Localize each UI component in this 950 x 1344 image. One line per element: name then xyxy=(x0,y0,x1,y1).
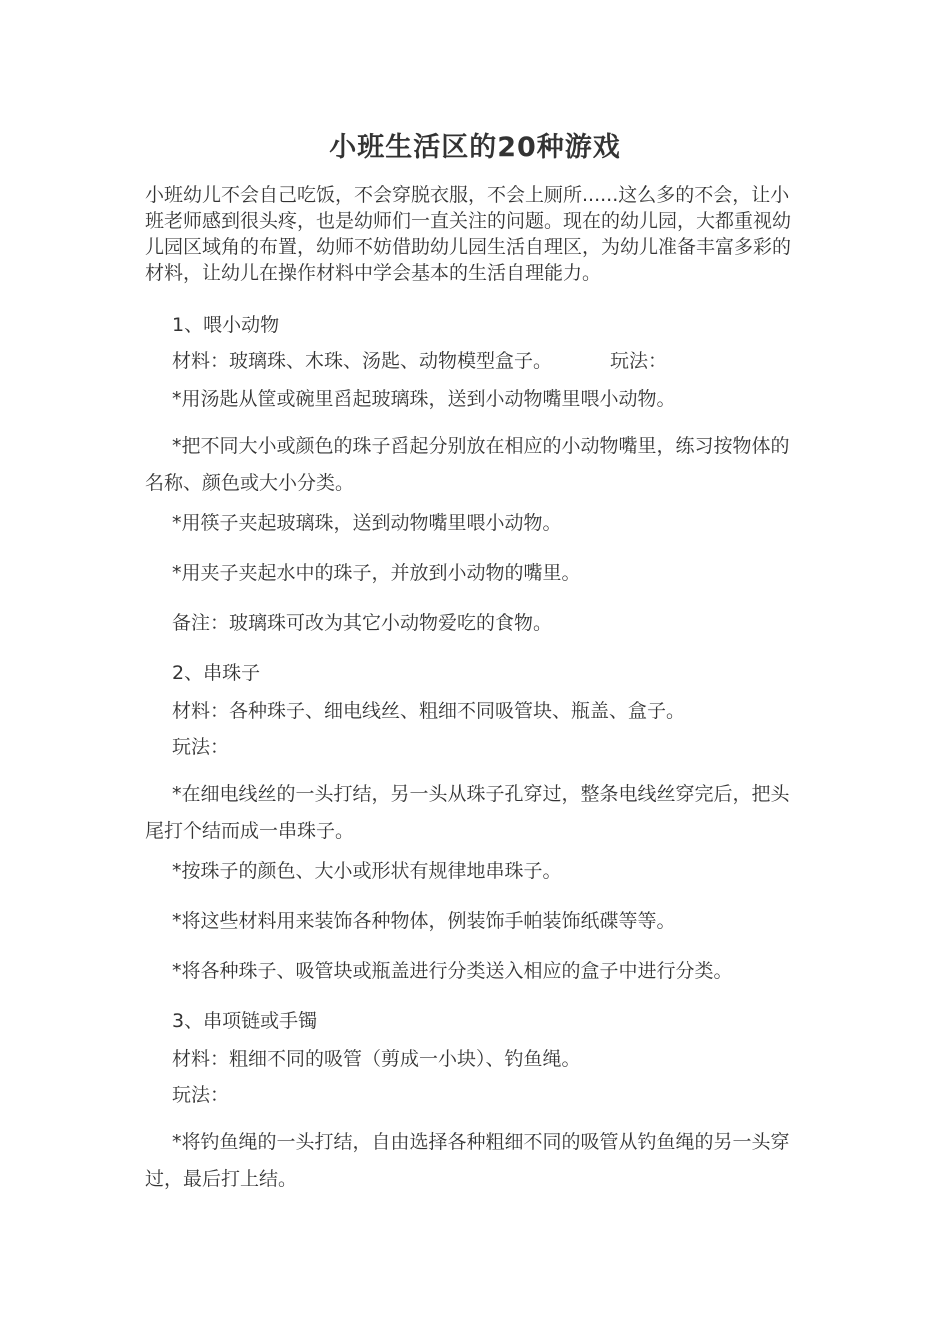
intro-text: 小班幼儿不会自己吃饭，不会穿脱衣服，不会上厕所......这么多的不会，让小班老师感到很头疼，也是幼师们一直关注的问题。现在的幼儿园，大都重视幼儿园区域角的布置，幼师不妨借助幼儿园生活自理区，为幼儿准备丰富多彩的材料，让幼儿在操作材料中学会基本的生活自理能力。 xyxy=(145,184,792,284)
section-3-play-1: *将钓鱼绳的一头打结，自由选择各种粗细不同的吸管从钓鱼绳的另一头穿过，最后打上结。 xyxy=(145,1131,790,1190)
section-2-play-4: *将各种珠子、吸管块或瓶盖进行分类送入相应的盒子中进行分类。 xyxy=(172,960,733,982)
section-1-materials: 材料：玻璃珠、木珠、汤匙、动物模型盒子。 xyxy=(172,350,553,372)
section-1-materials-line xyxy=(172,348,667,374)
section-2-materials: 材料：各种珠子、细电线丝、粗细不同吸管块、瓶盖、盒子。 xyxy=(172,700,686,722)
section-1-play-1: *用汤匙从筐或碗里舀起玻璃珠，送到小动物嘴里喂小动物。 xyxy=(172,388,676,410)
section-2-play-label: 玩法： xyxy=(172,736,230,758)
document-title: 小班生活区的20种游戏 xyxy=(329,132,621,163)
section-2-play-1: *在细电线丝的一头打结，另一头从珠子孔穿过，整条电线丝穿完后，把头尾打个结而成一串珠子。 xyxy=(145,783,790,842)
section-2-play-2: *按珠子的颜色、大小或形状有规律地串珠子。 xyxy=(172,860,562,882)
section-3-materials: 材料：粗细不同的吸管（剪成一小块）、钓鱼绳。 xyxy=(172,1048,581,1070)
section-3-play-label: 玩法： xyxy=(172,1084,230,1106)
section-1-heading: 1、喂小动物 xyxy=(172,314,280,336)
section-2-heading: 2、串珠子 xyxy=(172,662,261,684)
section-1-play-3: *用筷子夹起玻璃珠，送到动物嘴里喂小动物。 xyxy=(172,512,562,534)
section-1-play-label: 玩法： xyxy=(610,350,668,372)
section-1-note: 备注：玻璃珠可改为其它小动物爱吃的食物。 xyxy=(172,612,553,634)
intro-paragraph xyxy=(145,182,807,286)
section-3-heading: 3、串项链或手镯 xyxy=(172,1010,318,1032)
section-2-play-3: *将这些材料用来装饰各种物体，例装饰手帕装饰纸碟等等。 xyxy=(172,910,676,932)
section-1-play-2: *把不同大小或颜色的珠子舀起分别放在相应的小动物嘴里，练习按物体的名称、颜色或大小分类。 xyxy=(145,435,790,494)
section-1-play-4: *用夹子夹起水中的珠子，并放到小动物的嘴里。 xyxy=(172,562,581,584)
